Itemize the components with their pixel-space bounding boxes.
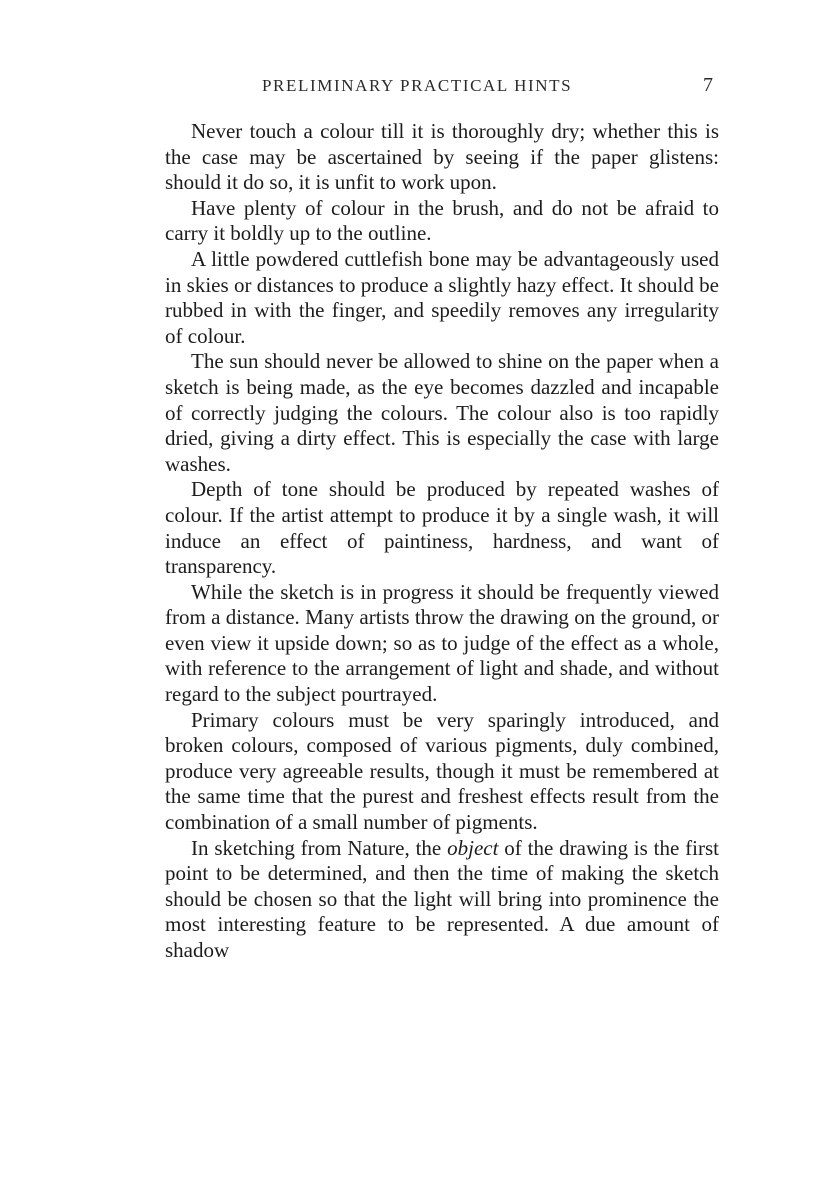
emphasis-object: object xyxy=(447,835,499,860)
page-number: 7 xyxy=(703,74,713,96)
paragraph: Primary colours must be very sparingly introduced, and broken colours, composed of various pigments, duly combined, produce very agreeable results, though it must be remembered at the same time that the purest and freshest effects result from the combination of a small number of pigments. xyxy=(165,707,719,835)
paragraph-last xyxy=(165,836,719,964)
body-text xyxy=(165,119,719,964)
paragraph: A little powdered cuttlefish bone may be advantageously used in skies or distances to produce a slightly hazy effect. It should be rubbed in with the finger, and speedily removes any irregularity of colour. xyxy=(165,246,719,348)
paragraph: Never touch a colour till it is thoroughly dry; whether this is the case may be ascertained by seeing if the paper glistens: should it do so, it is unfit to work upon. xyxy=(165,119,719,195)
paragraph: Depth of tone should be produced by repeated washes of colour. If the artist attempt to produce it by a single wash, it will induce an effect of paintiness, hardness, and want of transparency. xyxy=(165,477,719,579)
paragraph: The sun should never be allowed to shine on the paper when a sketch is being made, as the eye becomes dazzled and incapable of correctly judging the colours. The colour also is too rapidly dried, giving a dirty effect. This is especially the case with large washes. xyxy=(165,349,719,476)
paragraph: Have plenty of colour in the brush, and do not be afraid to carry it boldly up to the outline. xyxy=(165,195,719,246)
paragraph: While the sketch is in progress it should be frequently viewed from a distance. Many artists throw the drawing on the ground, or even view it upside down; so as to judge of the effect as a whole, with reference to the arrangement of light and shade, and without regard to the subject pourtrayed. xyxy=(165,579,719,707)
paragraph-text-end: of the drawing is the first point to be determined, and then the time of making the sketch should be chosen so that the light will bring into prominence the most interesting feature to be represented. A due amount of shadow xyxy=(165,835,719,962)
paragraph-text-start: In sketching from Nature, the xyxy=(191,835,448,860)
running-head: PRELIMINARY PRACTICAL HINTS xyxy=(262,76,573,95)
